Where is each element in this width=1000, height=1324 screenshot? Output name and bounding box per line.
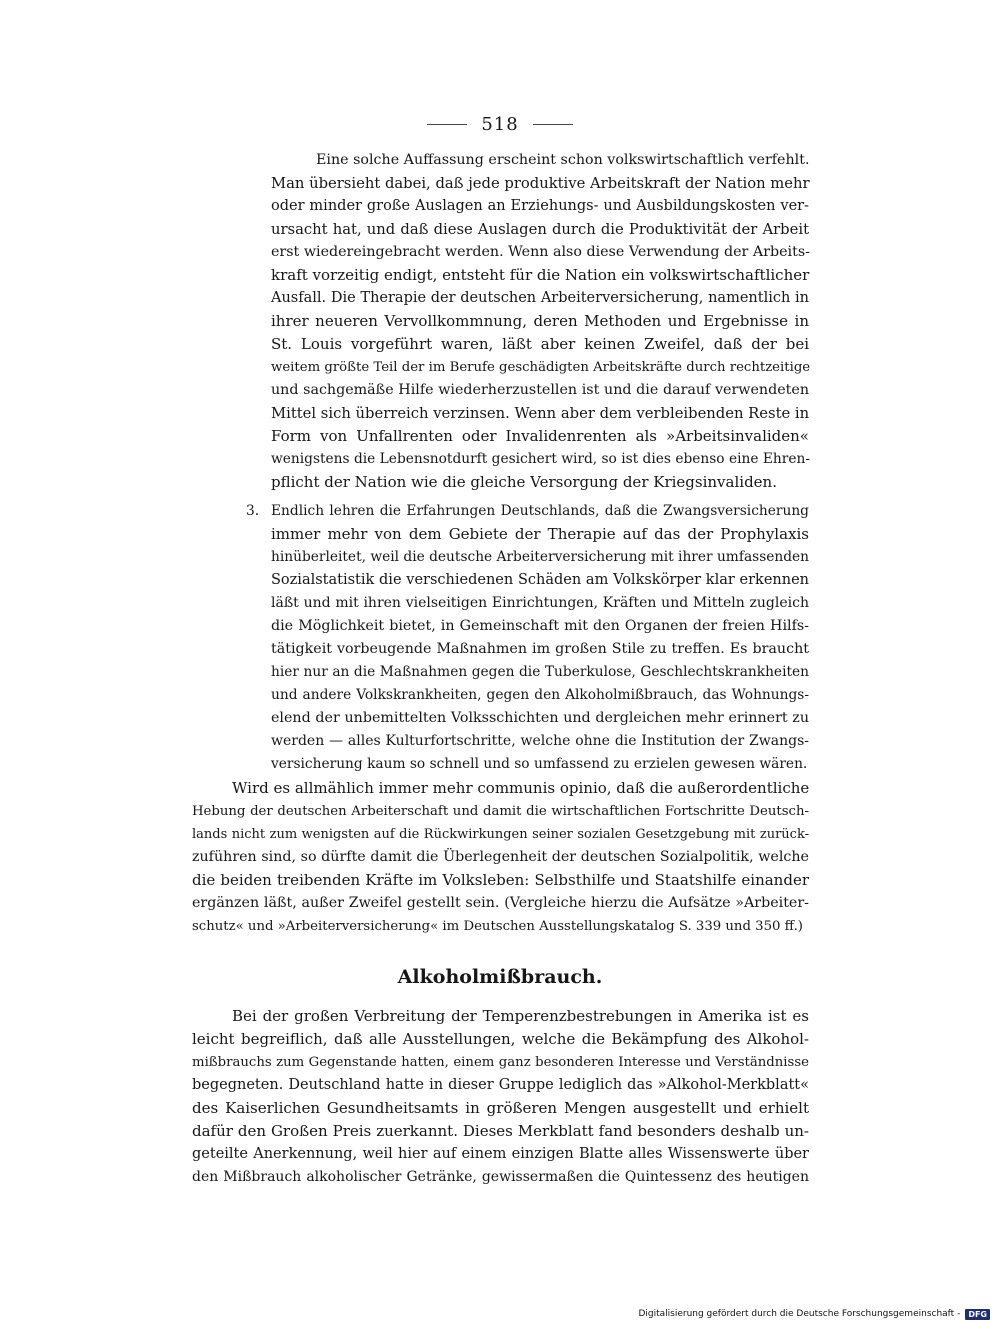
text-line: elend der unbemittelten Volksschichten und dergleichen mehr erinnert zu <box>271 710 809 726</box>
text-line: Man übersieht dabei, daß jede produktive Arbeitskraft der Nation mehr <box>271 175 810 192</box>
digitization-footer <box>638 1308 990 1320</box>
text-line: Hebung der deutschen Arbeiterschaft und damit die wirtschaftlichen Fortschritte Deutsch- <box>192 804 809 819</box>
text-line <box>246 500 809 523</box>
page-number-rule-right <box>533 124 573 125</box>
text-line: tätigkeit vorbeugende Maßnahmen im großen Stile zu treffen. Es braucht <box>271 641 809 657</box>
text-line: schutz« und »Arbeiterversicherung« im Deutschen Ausstellungskatalog S. 339 und 350 ff.) <box>192 919 803 934</box>
paragraph-c <box>192 1005 809 1189</box>
text-line: immer mehr von dem Gebiete der Therapie auf das der Prophylaxis <box>271 525 809 543</box>
text-line: weitem größte Teil der im Berufe geschädigten Arbeitskräfte durch rechtzeitige <box>271 360 811 375</box>
section-heading: Alkoholmißbrauch. <box>397 966 603 988</box>
text-line: Form von Unfallrenten oder Invalidenrenten als »Arbeitsinvaliden« <box>271 427 809 445</box>
text-line: hinüberleitet, weil die deutsche Arbeiterversicherung mit ihrer umfassenden <box>271 549 810 565</box>
footer-text: Digitalisierung gefördert durch die Deutsche Forschungsgemeinschaft - <box>638 1309 961 1319</box>
text-line: Eine solche Auffassung erscheint schon volkswirtschaftlich verfehlt. <box>316 152 810 168</box>
text-line: werden — alles Kulturfortschritte, welche ohne die Institution der Zwangs- <box>271 733 809 749</box>
text-line: begegneten. Deutschland hatte in dieser Gruppe lediglich das »Alkohol-Merkblatt« <box>192 1077 809 1093</box>
list-item-3 <box>246 500 809 776</box>
text-line: leicht begreiflich, daß alle Ausstellungen, welche die Bekämpfung des Alkohol- <box>192 1030 809 1048</box>
text-line: zuführen sind, so dürfte damit die Überlegenheit der deutschen Sozialpolitik, welche <box>192 849 809 865</box>
text-line: Mittel sich überreich verzinsen. Wenn aber dem verbleibenden Reste in <box>271 405 810 422</box>
item-text: Endlich lehren die Erfahrungen Deutschlands, daß die Zwangsversicherung <box>271 503 809 519</box>
text-line: ergänzen läßt, außer Zweifel gestellt sein. (Vergleiche hierzu die Aufsätze »Arbeiter- <box>192 895 809 911</box>
text-line: läßt und mit ihren vielseitigen Einrichtungen, Kräften und Mitteln zugleich <box>271 595 809 611</box>
text-line: die Möglichkeit bietet, in Gemeinschaft mit den Organen der freien Hilfs- <box>271 618 809 634</box>
dfg-logo: DFG <box>965 1309 990 1320</box>
text-line: ihrer neueren Vervollkommnung, deren Methoden und Ergebnisse in <box>271 312 809 330</box>
text-line: St. Louis vorgeführt waren, läßt aber keinen Zweifel, daß der bei <box>271 335 809 353</box>
text-line: geteilte Anerkennung, weil hier auf einem einzigen Blatte alles Wissenswerte über <box>192 1146 809 1162</box>
text-line: Sozialstatistik die verschiedenen Schäden am Volkskörper klar erkennen <box>271 572 809 588</box>
text-line: ursacht hat, und daß diese Auslagen durch die Produktivität der Arbeit <box>271 221 809 238</box>
paragraph-b <box>192 777 809 938</box>
text-line: des Kaiserlichen Gesundheitsamts in größeren Mengen ausgestellt und erhielt <box>192 1099 809 1117</box>
page-number-row <box>420 112 580 136</box>
text-line: pflicht der Nation wie die gleiche Versorgung der Kriegsinvaliden. <box>271 473 777 491</box>
text-line: Ausfall. Die Therapie der deutschen Arbeiterversicherung, namentlich in <box>271 290 809 306</box>
text-line: erst wiedereingebracht werden. Wenn also diese Verwendung der Arbeits- <box>271 244 810 260</box>
paragraph-a <box>271 149 809 494</box>
text-line: oder minder große Auslagen an Erziehungs- und Ausbildungskosten ver- <box>271 198 809 214</box>
text-line: Bei der großen Verbreitung der Temperenzbestrebungen in Amerika ist es <box>232 1007 809 1025</box>
text-line: den Mißbrauch alkoholischer Getränke, gewissermaßen die Quintessenz des heutigen <box>192 1169 809 1185</box>
page-number-rule-left <box>427 124 467 125</box>
text-line: Wird es allmählich immer mehr communis opinio, daß die außerordentliche <box>232 779 810 797</box>
text-line: hier nur an die Maßnahmen gegen die Tuberkulose, Geschlechtskrankheiten <box>271 664 809 680</box>
text-line: lands nicht zum wenigsten auf die Rückwirkungen seiner sozialen Gesetzgebung mit zurück- <box>192 827 809 842</box>
page-number: 518 <box>481 113 519 135</box>
text-line: versicherung kaum so schnell und so umfassend zu erzielen gewesen wären. <box>271 756 808 772</box>
text-line: die beiden treibenden Kräfte im Volksleben: Selbsthilfe und Staatshilfe einander <box>192 871 809 889</box>
text-line: und andere Volkskrankheiten, gegen den Alkoholmißbrauch, das Wohnungs- <box>271 687 809 703</box>
text-line: und sachgemäße Hilfe wiederherzustellen ist und die darauf verwendeten <box>271 382 809 398</box>
text-line: kraft vorzeitig endigt, entsteht für die Nation ein volkswirtschaftlicher <box>271 266 810 284</box>
text-line: wenigstens die Lebensnotdurft gesichert wird, so ist dies ebenso eine Ehren- <box>271 451 810 467</box>
text-line: dafür den Großen Preis zuerkannt. Dieses Merkblatt fand besonders deshalb un- <box>192 1122 809 1140</box>
item-number: 3. <box>246 503 260 519</box>
text-line: mißbrauchs zum Gegenstande hatten, einem ganz besonderen Interesse und Verständnisse <box>192 1055 809 1070</box>
